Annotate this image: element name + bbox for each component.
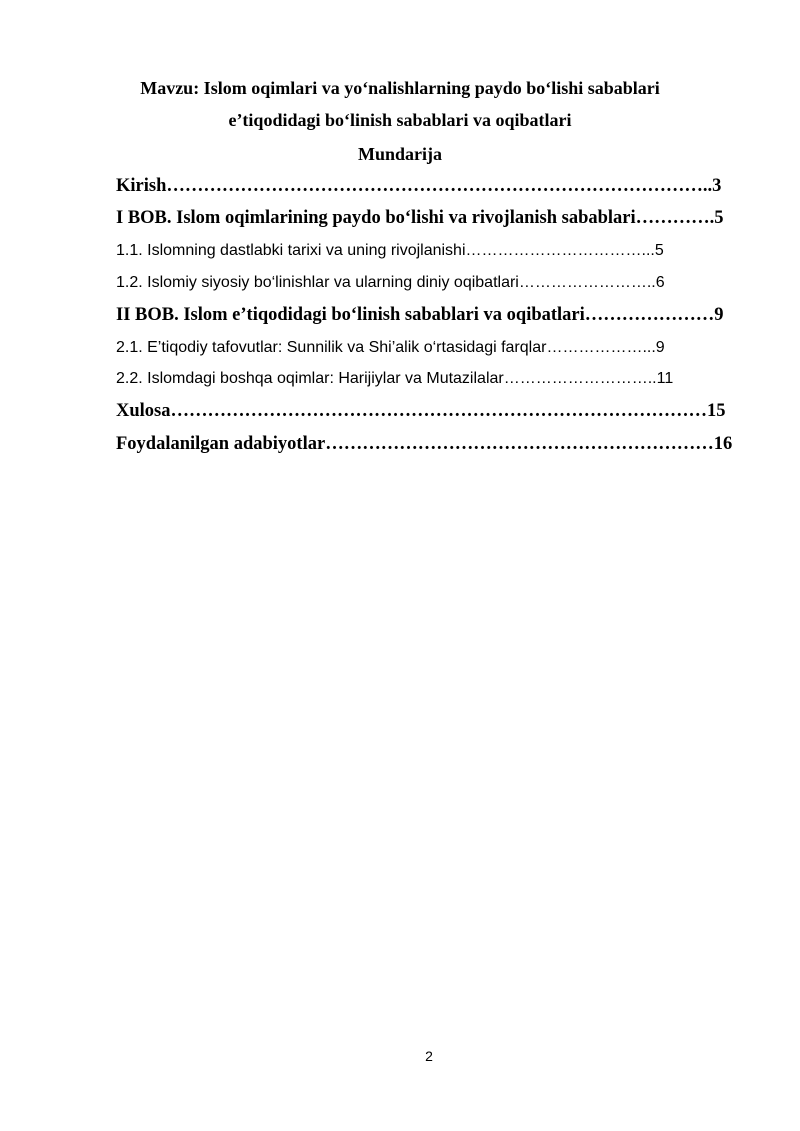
toc-heading: Mundarija — [357, 144, 442, 164]
toc-entry-conclusion: Xulosa……………………………………………………………………………15 — [116, 401, 726, 421]
toc-entry-chapter-2: II BOB. Islom e’tiqodidagi bo‘linish sabablari va oqibatlari…………………9 — [116, 305, 724, 325]
document-title-line-1: Mavzu: Islom oqimlari va yo‘nalishlarning paydo bo‘lishi sabablari — [140, 78, 660, 98]
page-number: 2 — [425, 1048, 433, 1064]
document-title-line-2: e’tiqodidagi bo‘linish sabablari va oqibatlari — [228, 110, 572, 130]
toc-entry-section-2-1: 2.1. E’tiqodiy tafovutlar: Sunnilik va Shi’alik o‘rtasidagi farqlar………………...9 — [116, 339, 665, 356]
toc-entry-chapter-1: I BOB. Islom oqimlarining paydo bo‘lishi va rivojlanish sabablari………….5 — [116, 208, 724, 228]
toc-entry-section-1-2: 1.2. Islomiy siyosiy bo‘linishlar va ularning diniy oqibatlari……………………..6 — [116, 274, 665, 291]
toc-entry-references: Foydalanilgan adabiyotlar………………………………………………………16 — [116, 434, 733, 454]
toc-entry-introduction: Kirish……………………………………………………………………………..3 — [116, 176, 722, 196]
toc-entry-section-2-2: 2.2. Islomdagi boshqa oqimlar: Harijiylar va Mutazilalar………………………..11 — [116, 370, 674, 387]
toc-entry-section-1-1: 1.1. Islomning dastlabki tarixi va uning rivojlanishi……………………………...5 — [116, 242, 664, 259]
